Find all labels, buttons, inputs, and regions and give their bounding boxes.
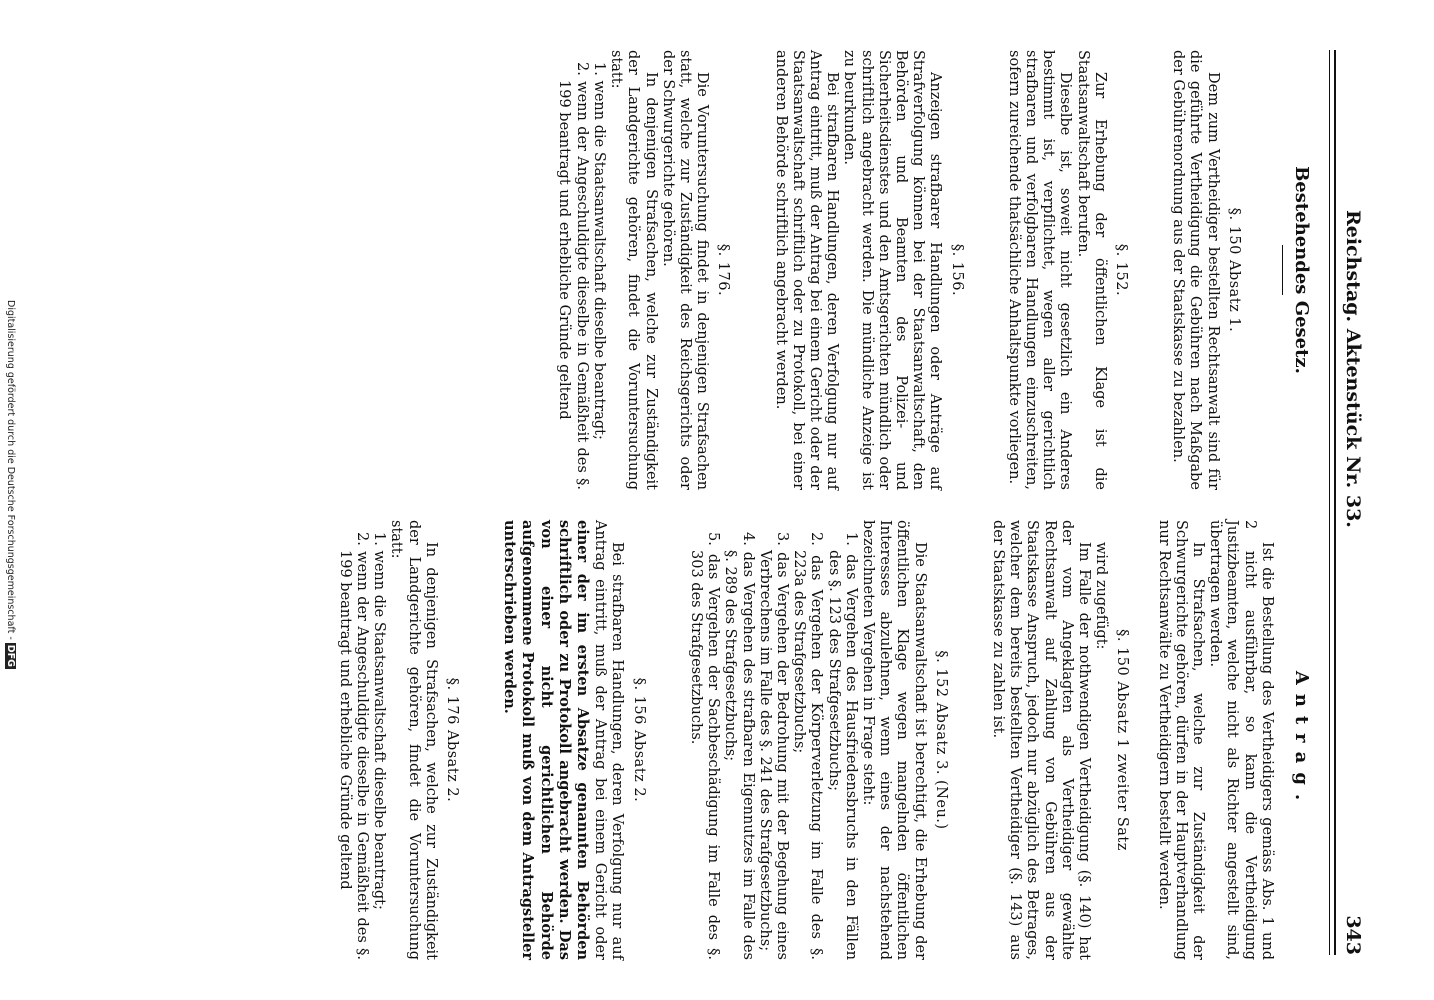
- list-item: 2. wenn der Angeschuldigte dieselbe in Gemäßheit des §. 199 beantragt und erhebliche Gründe geltend: [336, 532, 371, 960]
- right-column: [26, 520, 1316, 960]
- section-heading: §. 152 Absatz 3. (Neu.): [932, 650, 949, 830]
- intro-paragraph: In Strafsachen, welche zur Zuständigkeit der Schwurgerichte gehören, dürfen in der Hauptverhandlung nur Rechtsanwälte zu Vertheidigern bestellt werden.: [1155, 520, 1206, 960]
- dfg-logo: DFG: [5, 644, 16, 667]
- section-text: In denjenigen Strafsachen, welche zur Zuständigkeit der Landgerichte gehören, findet die Voruntersuchung statt:: [608, 50, 659, 490]
- item-list: [555, 50, 607, 490]
- section-heading: §. 176.: [715, 243, 732, 297]
- section-text-regular: Bei strafbaren Handlungen, deren Verfolgung nur auf Antrag eintritt, muß der Antrag bei einem Gericht oder: [592, 520, 626, 960]
- digitization-note-text: Digitalisierung gefördert durch die Deutsche Forschungsgemeinschaft -: [5, 300, 16, 640]
- section-heading: §. 156.: [948, 243, 965, 297]
- left-column: [26, 50, 1316, 490]
- list-item: 3. das Vergehen der Bedrohung mit der Begehung eines Verbrechens im Falle des §. 241 des Strafgesetzbuchs;: [756, 532, 790, 960]
- left-column-title: Bestehendes Gesetz.: [1291, 166, 1312, 374]
- section-text: Anzeigen strafbarer Handlungen oder Anträge auf Strafverfolgung können bei der Staatsanwaltschaft, den Behörden und Beamten des Polizei- und Sicherheitsdienstes und den Amtsgerichten mündlich oder schriftlich angebracht werden. Die mündliche Anzeige ist zu beurkunden.: [841, 50, 944, 490]
- section-text-emphasis: einer der im ersten Absatze genannten Behörden schriftlich oder zu Protokoll angebracht werden. Das von einer nicht gerichtlichen Behörde aufgenommene Protokoll muß von dem Antragsteller unterschrieben werden.: [501, 520, 592, 960]
- section-lead: wird zugefügt:: [1093, 542, 1110, 650]
- item-list: [687, 520, 859, 960]
- section-text: [500, 520, 625, 960]
- header-rule: [1334, 50, 1336, 955]
- page-number: 343: [1342, 915, 1364, 955]
- section-heading: §. 150 Absatz 1 zweiter Satz: [1114, 629, 1131, 851]
- list-item: 2. wenn der Angeschuldigte dieselbe in Gemäßheit des §. 199 beantragt und erhebliche Gründe geltend: [556, 62, 590, 490]
- right-column-title: Antrag.: [1291, 670, 1312, 810]
- list-item: 1. das Vergehen des Hausfriedensbruchs in den Fällen des §. 123 des Strafgesetzbuchs;: [825, 532, 859, 960]
- section-text: Dieselbe ist, soweit nicht gesetzlich ein Anderes bestimmt ist, verpflichtet, wegen aller gerichtlich strafbaren und verfolgbaren Handlungen einzuschreiten, sofern zureichende thatsächliche Anhaltspunkte vorliegen.: [1005, 50, 1074, 490]
- section-heading: §. 156 Absatz 2.: [630, 677, 647, 803]
- section-text: Die Staatsanwaltschaft ist berechtigt, die Erhebung der öffentlichen Klage wegen mangelnden öffentlichen Interesses abzulehnen, wenn eines der nachstehend bezeichneten Vergehen in Frage steht:: [859, 520, 928, 960]
- section-heading: §. 152.: [1112, 243, 1129, 297]
- section-text: Im Falle der nothwendigen Vertheidigung (§. 140) hat der vom Angeklagten als Vertheidiger gewählte Rechtsanwalt auf Zahlung von Gebühren aus der Staatskasse Anspruch, jedoch nur abzüglich des Betrages, welcher dem bereits bestellten Vertheidiger (§. 143) aus der Staatskasse zu zahlen ist.: [989, 520, 1092, 960]
- list-item: 4. das Vergehen des strafbaren Eigennutzes im Falle des §. 289 des Strafgesetzbuchs;: [722, 532, 756, 960]
- page-header: [1334, 50, 1364, 955]
- section-text: Dem zum Vertheidiger bestellten Rechtsanwalt sind für die geführte Vertheidigung die Gebühren nach Maßgabe der Gebührenordnung aus der Staatskasse zu bezahlen.: [1170, 50, 1221, 490]
- section-text: In denjenigen Strafsachen, welche zur Zuständigkeit der Landgerichte gehören, findet die Voruntersuchung statt:: [388, 520, 439, 960]
- item-list: [336, 520, 388, 960]
- list-item: 1. wenn die Staatsanwaltschaft dieselbe beantragt;: [371, 532, 388, 910]
- list-item: 1. wenn die Staatsanwaltschaft dieselbe beantragt;: [590, 62, 607, 440]
- digitization-note: [5, 300, 16, 669]
- section-text: Die Voruntersuchung findet in denjenigen Strafsachen statt, welche zur Zuständigkeit des Reichsgerichts oder der Schwurgerichte gehören.: [659, 50, 711, 490]
- section-heading: §. 150 Absatz 1.: [1225, 207, 1242, 333]
- intro-paragraph: Ist die Bestellung des Vertheidigers gemäss Abs. 1 und 2 nicht ausführbar, so kann die Vertheidigung Justizbeamten, welche nicht als Richter angestellt sind, übertragen werden.: [1207, 520, 1275, 960]
- list-item: 5. das Vergehen der Sachbeschädigung im Falle des §. 303 des Strafgesetzbuchs.: [687, 532, 722, 960]
- title-rule: [1282, 245, 1283, 295]
- list-item: 2. das Vergehen der Körperverletzung im Falle des §. 223a des Strafgesetzbuchs;: [791, 532, 825, 960]
- section-text: Zur Erhebung der öffentlichen Klage ist die Staatsanwaltschaft berufen.: [1074, 50, 1108, 490]
- section-heading: §. 176 Absatz 2.: [444, 677, 461, 803]
- header-rule-thin: [1329, 50, 1330, 955]
- page-header-title: Reichstag. Aktenstück Nr. 33.: [1342, 210, 1364, 528]
- section-text: Bei strafbaren Handlungen, deren Verfolgung nur auf Antrag eintritt, muß der Antrag bei einem Gericht oder der Staatsanwaltschaft schriftlich oder zu Protokoll, bei einer anderen Behörde schriftlich angebracht werden.: [772, 50, 841, 490]
